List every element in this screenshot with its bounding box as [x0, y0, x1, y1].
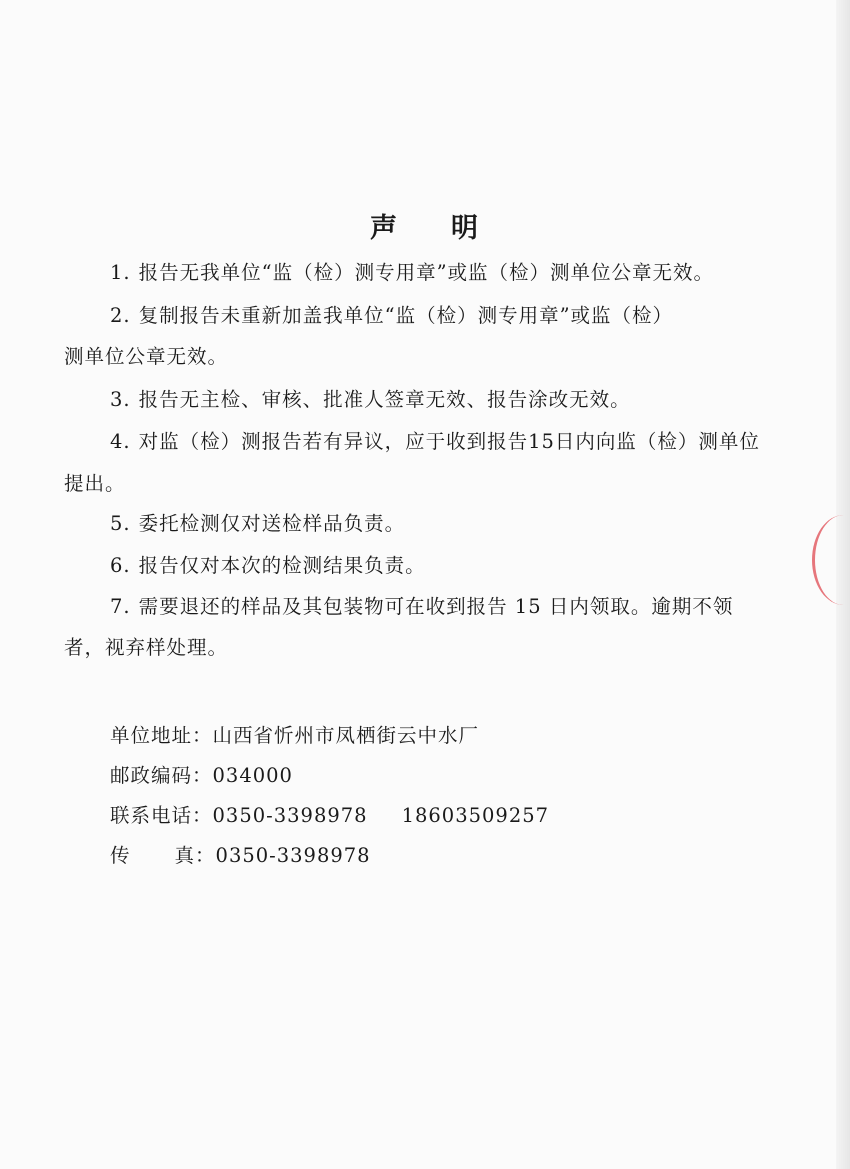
item-number: 4. — [110, 430, 131, 453]
fax-row — [110, 844, 371, 868]
red-seal-fragment — [812, 515, 850, 605]
address-row — [110, 724, 479, 748]
item-7-continued: 者，视弃样处理。 — [64, 636, 229, 659]
item-7 — [110, 595, 733, 619]
item-4-continued: 提出。 — [64, 472, 126, 495]
item-4 — [110, 430, 760, 454]
mobile-value: 18603509257 — [401, 804, 550, 827]
title-char: 明 — [451, 213, 480, 244]
item-text: 报告无我单位“监（检）测专用章”或监（检）测单位公章无效。 — [138, 261, 715, 284]
item-number: 2. — [110, 304, 131, 327]
item-text: 委托检测仅对送检样品负责。 — [138, 512, 406, 535]
page-title — [0, 206, 850, 245]
address-value: 山西省忻州市凤栖街云中水厂 — [212, 724, 480, 747]
item-number: 6. — [110, 554, 131, 577]
item-number: 1. — [110, 261, 131, 284]
item-3 — [110, 388, 631, 412]
item-2 — [110, 304, 673, 328]
postcode-row — [110, 764, 293, 788]
item-2-continued: 测单位公章无效。 — [64, 345, 229, 368]
item-number: 5. — [110, 512, 131, 535]
phone-row — [110, 804, 549, 828]
postcode-value: 034000 — [212, 764, 293, 787]
item-5 — [110, 512, 405, 536]
item-text: 报告仅对本次的检测结果负责。 — [138, 554, 426, 577]
phone-label: 联系电话： — [110, 804, 213, 827]
fax-value: 0350-3398978 — [215, 844, 371, 867]
item-text: 报告无主检、审核、批准人签章无效、报告涂改无效。 — [138, 388, 631, 411]
fax-label: 真： — [174, 844, 216, 867]
item-1 — [110, 261, 714, 285]
item-text: 复制报告未重新加盖我单位“监（检）测专用章”或监（检） — [138, 304, 674, 327]
item-text: 对监（检）测报告若有异议，应于收到报告15日内向监（检）测单位 — [138, 430, 760, 453]
item-number: 7. — [110, 595, 131, 618]
postcode-label: 邮政编码： — [110, 764, 213, 787]
item-text: 需要退还的样品及其包装物可在收到报告 15 日内领取。逾期不领 — [138, 595, 734, 618]
address-label: 单位地址： — [110, 724, 213, 747]
item-6 — [110, 554, 426, 578]
fax-label: 传 — [110, 844, 131, 867]
title-char: 声 — [370, 213, 399, 244]
item-number: 3. — [110, 388, 131, 411]
phone-value: 0350-3398978 — [212, 804, 368, 827]
